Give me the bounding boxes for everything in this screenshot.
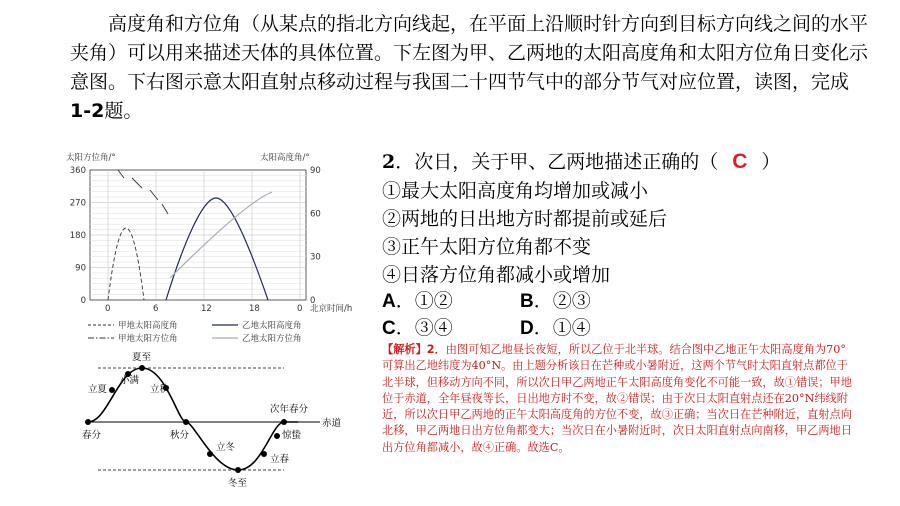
intro-tail: 题。 <box>104 100 143 122</box>
label-xiaoman: 小满 <box>120 375 140 386</box>
question-close: ） <box>761 151 781 173</box>
x-tick-label: 0 <box>297 304 303 314</box>
point-qiufen <box>183 419 189 425</box>
label-lidong: 立冬 <box>216 442 236 453</box>
choice-b-text: ．②③ <box>533 290 591 312</box>
y-left-tick-label: 0 <box>80 296 86 306</box>
point-lidong <box>207 451 213 457</box>
equator-label: 赤道 <box>322 418 342 429</box>
point-jingzhe <box>274 433 280 439</box>
analysis-label: 【解析】2． <box>382 343 446 356</box>
y-right-tick-label: 0 <box>310 296 316 306</box>
legend-yi-altitude: 乙地太阳高度角 <box>242 321 302 331</box>
point-lixia <box>109 387 115 393</box>
y-right-tick-label: 90 <box>310 166 321 176</box>
question-stem <box>382 148 842 176</box>
y-left-tick-label: 270 <box>69 198 86 209</box>
label-liqiu: 立秋 <box>150 384 170 395</box>
point-xiazhi <box>139 365 145 371</box>
y-left-axis-label: 太阳方位角/° <box>66 153 116 163</box>
x-axis-label: 北京时间/h <box>310 304 353 314</box>
statement-4: ④日落方位角都减小或增加 <box>382 264 611 286</box>
question-number: 2 <box>382 151 396 173</box>
y-left-tick-label: 90 <box>75 263 86 274</box>
intro-text: 高度角和方位角（从某点的指北方向线起，在平面上沿顺时针方向到目标方向线之间的水平夹角）可以用来描述天体的具体位置。下左图为甲、乙两地的太阳高度角和太阳方位角日变化示意图。下右图示意太阳直射点移动过程与我国二十四节气中的部分节气对应位置，读图，完成 <box>70 13 869 93</box>
x-tick-label: 0 <box>105 304 111 314</box>
x-tick-label: 18 <box>249 304 260 314</box>
label-xiazhi: 夏至 <box>132 352 152 363</box>
legend-jia-azimuth: 甲地太阳方位角 <box>118 334 178 344</box>
choice-b-letter: B <box>520 291 534 312</box>
legend-jia-altitude: 甲地太阳高度角 <box>118 321 178 331</box>
statement-2: ②两地的日出地方时都提前或延后 <box>382 208 668 230</box>
label-lichun: 立春 <box>270 454 290 465</box>
choice-c-text: ．③④ <box>395 317 453 339</box>
analysis-block <box>382 342 852 456</box>
intro-paragraph <box>70 10 870 126</box>
choice-d-text: ．①④ <box>533 317 591 339</box>
point-dongzhi <box>235 467 241 473</box>
statement-3: ③正午太阳方位角都不变 <box>382 236 592 258</box>
solar-term-diagram <box>74 350 364 490</box>
solar-term-points <box>85 365 287 473</box>
point-cirichunfen <box>281 419 287 425</box>
x-tick-label: 12 <box>201 304 212 314</box>
point-chunfen <box>85 419 91 425</box>
answer-mark: C <box>732 150 748 173</box>
statement-1: ①最大太阳高度角均增加或减小 <box>382 180 649 202</box>
legend-yi-azimuth: 乙地太阳方位角 <box>242 334 302 344</box>
y-right-tick-label: 60 <box>310 209 321 220</box>
question-stem-text: ．次日，关于甲、乙两地描述正确的（ <box>395 151 719 173</box>
y-left-tick-labels <box>70 166 86 306</box>
x-tick-label: 6 <box>153 304 159 314</box>
choice-a-text: ．①② <box>395 290 453 312</box>
choice-b[interactable] <box>520 287 591 316</box>
label-dongzhi: 冬至 <box>228 478 248 489</box>
solar-angle-chart <box>62 148 362 350</box>
label-qiufen: 秋分 <box>170 430 190 441</box>
choice-a[interactable] <box>382 287 453 316</box>
choice-c-letter: C <box>382 318 396 339</box>
label-lixia: 立夏 <box>88 384 108 395</box>
choice-a-letter: A <box>382 291 396 312</box>
analysis-text: 由图可知乙地昼长夜短，所以乙位于北半球。结合图中乙地正午太阳高度角为70°可算出乙地纬度为40°N。由上题分析该日在芒种或小暑附近，这两个节气时太阳直射点都位于北半球，但移动方向不同，所以次日甲乙两地正午太阳高度角变化不可能一致，故①错误；甲地位于赤道，全年昼夜等长，日出地方时不变，故②错误；由于次日太阳直射点还在20°N纬线附近，所以次日甲乙两地的正午太阳高度角的方位不变，故③正确；当次日在芒种附近，直射点向北移，甲乙两地日出方位角都变大；当次日在小暑附近时，次日太阳直射点向南移，甲乙两地日出方位角都减小，故④正确。故选C。 <box>382 343 852 454</box>
y-right-axis-label: 太阳高度角/° <box>260 153 310 163</box>
y-left-tick-label: 360 <box>69 166 86 176</box>
label-chunfen: 春分 <box>82 430 102 441</box>
choice-c[interactable] <box>382 314 453 343</box>
choice-d[interactable] <box>520 314 591 343</box>
y-left-tick-label: 180 <box>69 231 86 241</box>
y-right-tick-label: 30 <box>310 252 321 263</box>
point-lichun <box>261 451 267 457</box>
choice-d-letter: D <box>520 318 534 339</box>
intro-range: 1-2 <box>70 100 105 122</box>
label-cirichunfen: 次年春分 <box>270 404 309 415</box>
label-jingzhe: 惊蛰 <box>282 430 302 441</box>
y-right-tick-labels <box>310 166 321 306</box>
x-tick-labels <box>105 304 302 314</box>
